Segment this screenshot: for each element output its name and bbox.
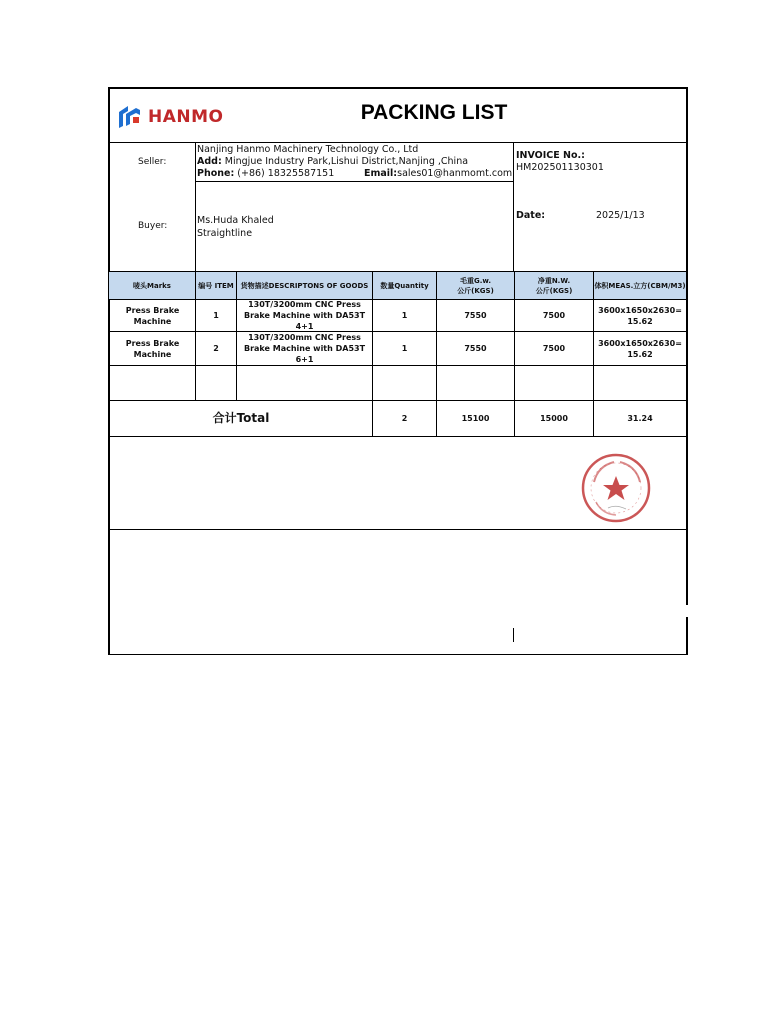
lower-block-top (108, 529, 688, 530)
buyer-name: Ms.Huda Khaled (197, 215, 274, 226)
total-gw: 15100 (461, 414, 490, 423)
seller-phone-row (197, 168, 334, 179)
buyer-company: Straightline (197, 228, 253, 239)
seller-address: Mingjue Industry Park,Lishui District,Nanjing ,China (224, 156, 469, 167)
invoice-label: INVOICE No.: (516, 150, 585, 161)
row2-desc: 130T/3200mm CNC Press Brake Machine with DA53T 6+1 (243, 333, 366, 364)
col-header-nw (515, 272, 593, 299)
seller-under-line (195, 181, 513, 182)
col-header-qty: 数量Quantity (373, 272, 436, 299)
row1-item: 1 (213, 311, 219, 320)
seller-label: Seller: (138, 157, 167, 167)
col-header-meas: 体积MEAS.立方(CBM/M3) (594, 272, 686, 299)
invoice-number: HM202501130301 (516, 162, 604, 173)
invoice-right-line (686, 142, 687, 272)
row1-marks: Press Brake Machine (125, 305, 180, 326)
brand-name: HANMO (148, 107, 224, 127)
frame-left (108, 87, 110, 655)
seal-stamp-icon (580, 452, 652, 524)
hanmo-logo-icon (116, 102, 144, 130)
row1-nw: 7500 (542, 311, 566, 320)
col-header-gw (437, 272, 514, 299)
buyer-label: Buyer: (138, 221, 168, 231)
row1-meas: 3600x1650x2630=15.62 (598, 305, 682, 326)
frame-right-lower (686, 617, 688, 655)
page-title: PACKING LIST (360, 101, 508, 124)
gw-unit: 公斤(KGS) (457, 286, 494, 295)
seller-left-divider (195, 142, 196, 272)
seller-right-divider (513, 142, 514, 272)
date-value: 2025/1/13 (596, 210, 645, 221)
add-label: Add: (197, 156, 222, 167)
seller-email: sales01@hanmomt.com (397, 168, 513, 179)
row2-marks: Press Brake Machine (125, 338, 180, 359)
row2-gw: 7550 (464, 344, 487, 353)
phone-label: Phone: (197, 168, 235, 179)
total-meas: 31.24 (627, 414, 653, 423)
row2-item: 2 (213, 344, 219, 353)
col-header-marks: 唛头Marks (109, 272, 195, 299)
seller-email-row (364, 168, 512, 179)
frame-bottom (108, 654, 688, 655)
row2-nw: 7500 (542, 344, 566, 353)
seller-phone: (+86) 18325587151 (237, 168, 335, 179)
date-label: Date: (516, 210, 546, 221)
col-header-desc: 货物描述DESCRIPTONS OF GOODS (237, 272, 372, 299)
brand-logo (116, 102, 236, 132)
row1-qty: 1 (401, 311, 408, 320)
seller-company: Nanjing Hanmo Machinery Technology Co., Ltd (197, 144, 419, 155)
table-total-bottom (108, 436, 688, 437)
nw-unit: 公斤(KGS) (535, 286, 573, 295)
total-label: 合计Total (212, 411, 270, 425)
nw-label: 净重N.W. (537, 276, 571, 285)
row1-desc: 130T/3200mm CNC Press Brake Machine with DA53T 4+1 (243, 300, 366, 331)
col-header-item: 编号 ITEM (196, 272, 236, 299)
company-seal (580, 452, 652, 524)
email-label: Email: (364, 168, 398, 179)
row1-gw: 7550 (464, 311, 487, 320)
lower-block-tick (513, 628, 514, 642)
row2-qty: 1 (401, 344, 408, 353)
seller-address-row (197, 156, 468, 167)
row2-meas: 3600x1650x2630=15.62 (598, 338, 682, 359)
total-qty: 2 (401, 414, 408, 423)
total-nw: 15000 (540, 414, 568, 423)
gw-label: 毛重G.w. (459, 276, 492, 285)
frame-top (108, 87, 688, 89)
